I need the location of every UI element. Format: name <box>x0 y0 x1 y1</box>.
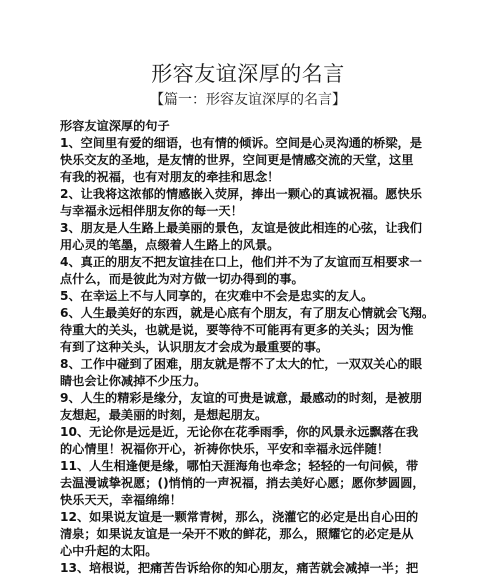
text-line: 1、空间里有爱的细语，也有情的倾诉。空间是心灵沟通的桥梁，是 <box>60 136 422 150</box>
text-line: 11、人生相逢便是缘，哪怕天涯海角也牵念；轻轻的一句问候，带 <box>60 459 419 473</box>
text-line: 5、在幸运上不与人同享的，在灾难中不会是忠实的友人。 <box>60 289 374 303</box>
text-line: 友想起，最美丽的时刻，是想起朋友。 <box>60 408 268 422</box>
text-line: 有到了这种关头，认识朋友才会成为最重要的事。 <box>60 340 329 354</box>
text-line: 点什么，而是彼此为对方做一切办得到的事。 <box>60 272 304 286</box>
text-line: 13、培根说，把痛苦告诉给你的知心朋友，痛苦就会减掉一半；把 <box>60 561 419 575</box>
text-line: 快乐交友的圣地，是友情的世界，空间更是情感交流的天堂，这里 <box>60 153 414 167</box>
text-line: 12、如果说友谊是一颗常青树，那么，浇灌它的必定是出自心田的 <box>60 510 419 524</box>
text-line: 用心灵的笔墨，点缀着人生路上的风景。 <box>60 238 280 252</box>
text-line: 与幸福永远相伴朋友你的每一天！ <box>60 204 243 218</box>
body-text <box>60 118 435 577</box>
text-line: 睛也会让你减掉不少压力。 <box>60 374 207 388</box>
text-line: 2、让我将这浓郁的情感嵌入荧屏，捧出一颗心的真诚祝福。愿快乐 <box>60 187 422 201</box>
text-line: 8、工作中碰到了困难，朋友就是帮不了太大的忙，一双双关心的眼 <box>60 357 422 371</box>
text-line: 10、无论你是远是近，无论你在花季雨季，你的风景永远飘落在我 <box>60 425 419 439</box>
section-heading: 【篇一：形容友谊深厚的名言】 <box>150 92 346 108</box>
text-line: 3、朋友是人生路上最美丽的景色，友谊是彼此相连的心弦，让我们 <box>60 221 422 235</box>
text-line: 快乐天天，幸福绵绵！ <box>60 493 182 507</box>
text-line: 待重大的关头，也就是说，要等待不可能再有更多的关头；因为惟 <box>60 323 414 337</box>
text-line: 去温漫诚挚祝愿；()悄悄的一声祝福，捎去美好心愿；愿你梦圆圆， <box>60 476 425 490</box>
text-line: 4、真正的朋友不把友谊挂在口上，他们并不为了友谊而互相要求一 <box>60 255 422 269</box>
text-line: 心中升起的太阳。 <box>60 544 158 558</box>
text-line: 的心情里！祝福你开心，祈祷你快乐，平安和幸福永远伴随！ <box>60 442 390 456</box>
text-line: 9、人生的精彩是缘分，友谊的可贵是诚意，最感动的时刻，是被朋 <box>60 391 422 405</box>
text-line: 6、人生最美好的东西，就是心底有个朋友，有了朋友心情就会飞翔。 <box>60 306 435 320</box>
text-line: 有我的祝福，也有对朋友的牵挂和思念！ <box>60 170 280 184</box>
text-line: 形容友谊深厚的句子 <box>60 119 170 133</box>
text-line: 清泉；如果说友谊是一朵开不败的鲜花，那么，照耀它的必定是从 <box>60 527 414 541</box>
page-title: 形容友谊深厚的名言 <box>151 62 345 86</box>
